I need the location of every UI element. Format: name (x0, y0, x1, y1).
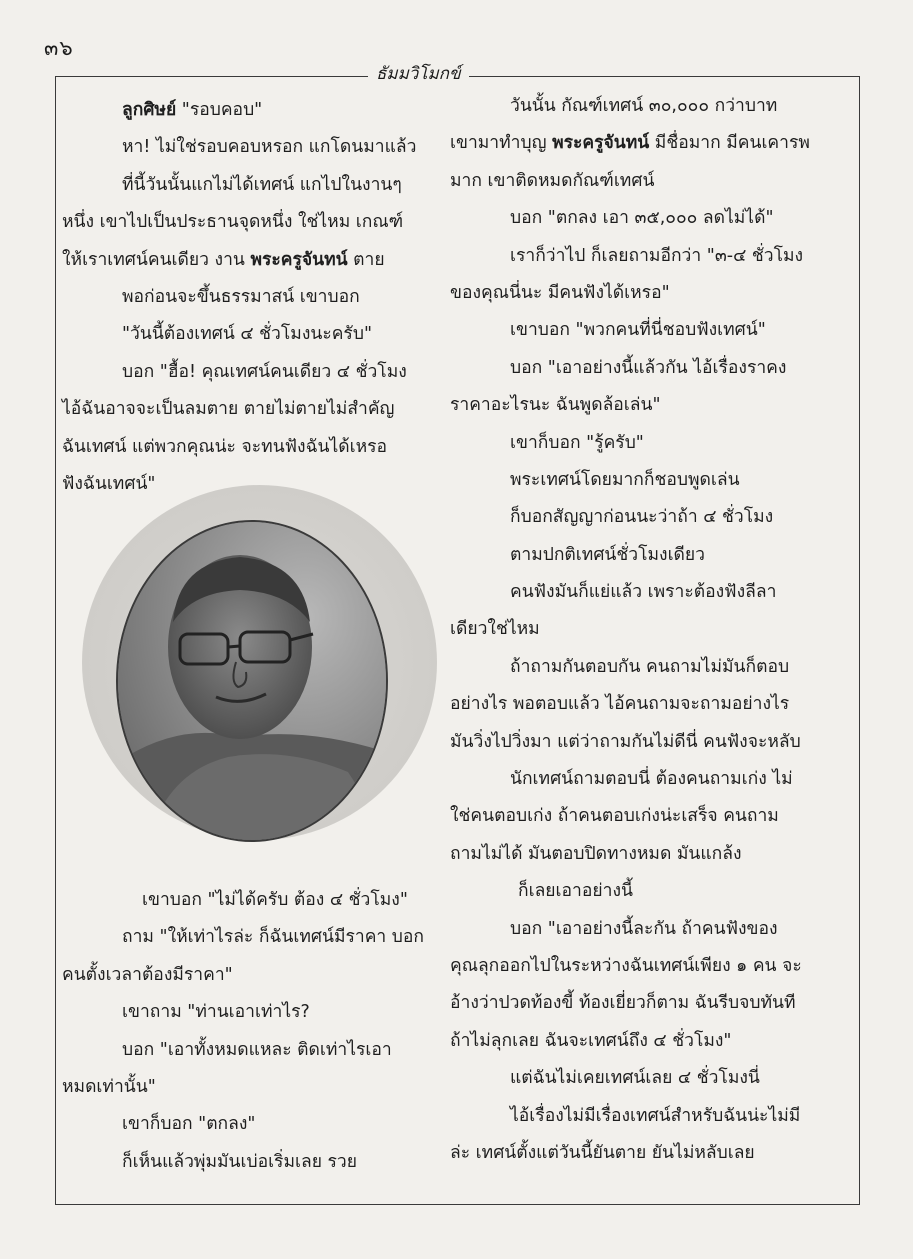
text-line (450, 1098, 850, 1135)
monk-portrait-image (118, 522, 386, 840)
text-line (450, 387, 850, 424)
page-number: ๓๖ (44, 36, 74, 60)
text-segment: ไอ้ฉันอาจจะเป็นลมตาย ตายไม่ตายไม่สำคัญ (62, 399, 395, 420)
text-line (450, 312, 850, 349)
text-line (62, 919, 430, 956)
text-segment: ถ้าไม่ลุกเลย ฉันจะเทศน์ถึง ๔ ชั่วโมง" (450, 1030, 732, 1051)
text-line (450, 686, 850, 723)
text-line (450, 649, 850, 686)
text-segment: ตาย (347, 249, 385, 270)
text-line (450, 911, 850, 948)
text-line (450, 948, 850, 985)
text-line (450, 125, 850, 162)
text-line (450, 88, 850, 125)
text-segment: มีชื่อมาก มีคนเคารพ (649, 133, 810, 154)
text-line (62, 92, 430, 129)
text-segment: ล่ะ เทศน์ตั้งแต่วันนี้ยันตาย ยันไม่หลับเลย (450, 1142, 755, 1163)
text-line (62, 957, 430, 994)
text-line (62, 204, 430, 241)
text-segment: คนฟังมันก็แย่แล้ว เพราะต้องฟังลีลา (510, 582, 777, 603)
text-segment: ฟังฉันเทศน์" (62, 473, 156, 494)
text-segment: เราก็ว่าไป ก็เลยถามอีกว่า "๓-๔ ชั่วโมง (510, 245, 804, 266)
text-line (62, 316, 430, 353)
text-segment: เขาบอก "ไม่ได้ครับ ต้อง ๔ ชั่วโมง" (142, 890, 408, 910)
text-segment: หนึ่ง เขาไปเป็นประธานจุดหนึ่ง ใช่ไหม เกณฑ์ (62, 212, 404, 233)
text-segment: บอก "เอาอย่างนี้แล้วกัน ไอ้เรื่องราคง (510, 357, 787, 378)
text-segment: คุณลุกออกไปในระหว่างฉันเทศน์เพียง ๑ คน จะ (450, 955, 802, 976)
text-segment: ตามปกติเทศน์ชั่วโมงเดียว (510, 544, 705, 565)
text-segment: ไอ้เรื่องไม่มีเรื่องเทศน์สำหรับฉันน่ะไม่มี (510, 1105, 801, 1126)
text-line (62, 167, 430, 204)
text-line (450, 1135, 850, 1172)
text-line (62, 1144, 430, 1181)
text-segment: เขามาทำบุญ (450, 133, 553, 154)
text-segment: ใช่คนตอบเก่ง ถ้าคนตอบเก่งน่ะเสร็จ คนถาม (450, 806, 779, 827)
text-line (450, 611, 850, 648)
text-segment: วันนั้น กัณฑ์เทศน์ ๓๐,๐๐๐ กว่าบาท (510, 96, 778, 116)
text-line (450, 537, 850, 574)
text-line (62, 242, 430, 279)
text-line (62, 1032, 430, 1069)
text-line (450, 499, 850, 536)
text-line (450, 163, 850, 200)
text-segment: บอก "เอาอย่างนี้ละกัน ถ้าคนฟังของ (510, 918, 778, 939)
text-segment: หมดเท่านั้น" (62, 1076, 156, 1097)
text-segment: มาก เขาติดหมดกัณฑ์เทศน์ (450, 170, 655, 191)
text-line (450, 873, 850, 910)
text-line (450, 836, 850, 873)
text-segment: บอก "เอาทั้งหมดแหละ ติดเท่าไรเอา (122, 1039, 392, 1060)
text-segment: ก็เห็นแล้วพุ่มมันเบ่อเริ่มเลย รวย (122, 1151, 357, 1172)
text-line (62, 994, 430, 1031)
text-segment: เขาบอก "พวกคนที่นี่ชอบฟังเทศน์" (510, 320, 766, 341)
text-segment: แต่ฉันไม่เคยเทศน์เลย ๔ ชั่วโมงนี่ (510, 1068, 760, 1089)
text-segment: เขาถาม "ท่านเอาเท่าไร? (122, 1002, 310, 1023)
text-segment: เขาก็บอก "ตกลง" (122, 1114, 256, 1135)
text-segment: อ้างว่าปวดท้องขี้ ท้องเยี่ยวก็ตาม ฉันรีบจบทันที (450, 993, 796, 1014)
text-segment: บอก "ตกลง เอา ๓๕,๐๐๐ ลดไม่ได้" (510, 208, 774, 229)
text-line (62, 354, 430, 391)
left-column-top (62, 92, 430, 503)
text-line (450, 985, 850, 1022)
text-segment: ราคาอะไรนะ ฉันพูดล้อเล่น" (450, 395, 661, 416)
text-segment: เดียวใช่ไหม (450, 619, 540, 640)
bold-text: พระครูจันทน์ (552, 133, 650, 154)
text-line (62, 129, 430, 166)
text-segment: ถามไม่ได้ มันตอบปิดทางหมด มันแกล้ง (450, 843, 742, 864)
text-line (450, 1060, 850, 1097)
text-segment: มันวิ่งไปวิ่งมา แต่ว่าถามกันไม่ดีนี่ คนฟังจะหลับ (450, 731, 801, 752)
text-line (450, 275, 850, 312)
text-segment: ถาม "ให้เท่าไรล่ะ ก็ฉันเทศน์มีราคา บอก (122, 927, 425, 948)
text-line (450, 798, 850, 835)
bold-text: พระครูจันทน์ (250, 249, 348, 270)
text-segment: "รอบคอบ" (176, 100, 263, 120)
text-line (450, 1023, 850, 1060)
text-segment: บอก "ฮื้อ! คุณเทศน์คนเดียว ๔ ชั่วโมง (122, 361, 407, 382)
text-segment: ก็บอกสัญญาก่อนนะว่าถ้า ๔ ชั่วโมง (510, 507, 774, 528)
text-segment: คนตั้งเวลาต้องมีราคา" (62, 964, 233, 985)
text-line (450, 462, 850, 499)
left-column-bottom (62, 882, 430, 1181)
monk-portrait-photo (116, 520, 388, 842)
text-line (450, 574, 850, 611)
text-segment: ถ้าถามกันตอบกัน คนถามไม่มันก็ตอบ (510, 656, 790, 677)
text-line (62, 279, 430, 316)
text-line (450, 425, 850, 462)
text-line (450, 761, 850, 798)
text-line (450, 350, 850, 387)
text-line (450, 238, 850, 275)
text-segment: ของคุณนี่นะ มีคนฟังได้เหรอ" (450, 282, 670, 303)
text-segment: ที่นี้วันนั้นแกไม่ได้เทศน์ แกไปในงานๆ (122, 174, 402, 195)
text-line (62, 1069, 430, 1106)
running-header: ธัมมวิโมกข์ (368, 60, 469, 87)
text-segment: นักเทศน์ถามตอบนี่ ต้องคนถามเก่ง ไม่ (510, 769, 793, 790)
text-segment: "วันนี้ต้องเทศน์ ๔ ชั่วโมงนะครับ" (122, 324, 372, 345)
right-column (450, 88, 850, 1172)
text-line (62, 1106, 430, 1143)
text-line (450, 724, 850, 761)
text-segment: ก็เลยเอาอย่างนี้ (518, 881, 633, 902)
bold-text: ลูกศิษย์ (122, 100, 177, 120)
text-line (450, 200, 850, 237)
text-line (62, 391, 430, 428)
text-segment: เขาก็บอก "รู้ครับ" (510, 432, 644, 453)
text-segment: ให้เราเทศน์คนเดียว งาน (62, 249, 251, 270)
text-segment: พอก่อนจะขึ้นธรรมาสน์ เขาบอก (122, 286, 360, 307)
text-segment: อย่างไร พอตอบแล้ว ไอ้คนถามจะถามอย่างไร (450, 694, 790, 715)
text-segment: หา! ไม่ใช่รอบคอบหรอก แกโดนมาแล้ว (122, 137, 417, 158)
text-line (62, 429, 430, 466)
text-segment: พระเทศน์โดยมากก็ชอบพูดเล่น (510, 469, 740, 490)
text-line (62, 882, 430, 919)
text-segment: ฉันเทศน์ แต่พวกคุณน่ะ จะทนฟังฉันได้เหรอ (62, 436, 388, 457)
